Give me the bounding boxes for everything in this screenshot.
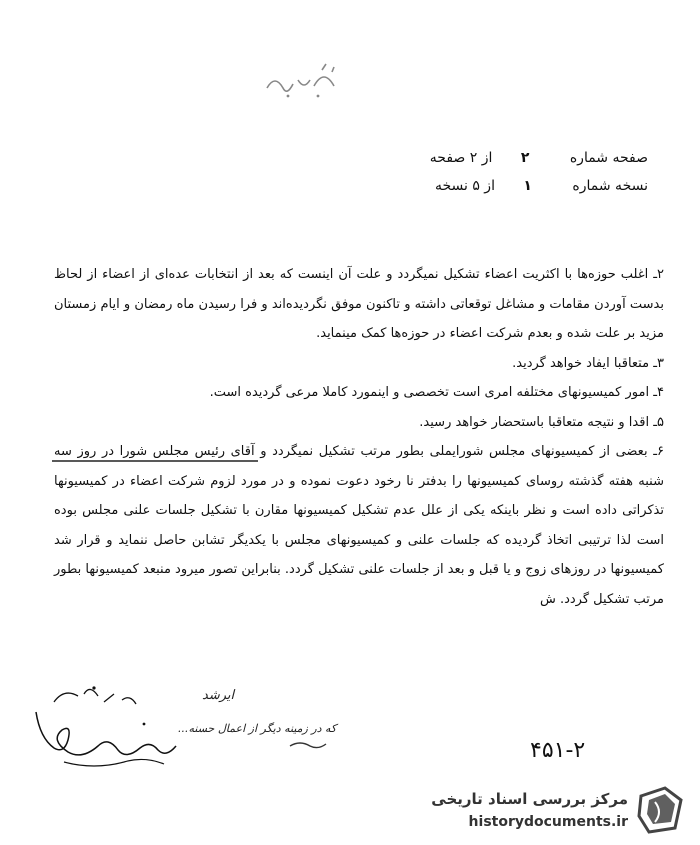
handwritten-underline bbox=[50, 458, 260, 464]
page-ref-number: ۲ bbox=[520, 150, 530, 166]
paragraph-5: ۵ـ اقدا و نتیجه متعاقبا باستحضار خواهد رسید. bbox=[419, 414, 664, 430]
watermark-org-name: مرکز بررسی اسناد تاریخی bbox=[431, 790, 628, 808]
page-reference bbox=[420, 150, 648, 166]
paragraph-4: ۴ـ امور کمیسیونهای مختلفه امری است تخصصی و اینمورد کاملا مرعی گردیده است. bbox=[209, 385, 664, 400]
document-number: ۴۵۱-۲ bbox=[530, 738, 586, 763]
page-ref-total: از ۲ صفحه bbox=[429, 150, 493, 166]
copy-ref-total: از ۵ نسخه bbox=[434, 178, 495, 194]
paragraph-6: ۶ـ بعضی از کمیسیونهای مجلس شورایملی بطور مرتب تشکیل نمیگردد و آقای رئیس مجلس شورا در روز سه شنبه هفته گذشته روسای کمیسیونها را بدفتر نا رخود دعوت نموده و در مورد لزوم شرکت اعضاء در کمیسیونها تذکراتی داده است و نظر باینکه یکی از علل عدم تشکیل کمیسیونها مقارن با تشکیل جلسات علنی مجلس بوده است لذا ترتیبی اتخاذ گردیده که جلسات علنی و کمیسیونهای مجلس با یکدیگر تشابن حاصل ننماید و قرار شد کمیسیونها در روزهای زوج و یا قبل و بعد از جلسات علنی تشکیل گردد. بنابراین تصور میرود منبعد کمیسیونها بطور مرتب تشکیل گردد. ش bbox=[54, 444, 664, 607]
signature-name: ایرشد bbox=[202, 688, 235, 703]
copy-ref-label: نسخه شماره bbox=[572, 178, 648, 194]
paragraph-3: ۳ـ متعاقبا ایفاد خواهد گردید. bbox=[512, 355, 664, 371]
header-stamp bbox=[262, 58, 342, 108]
pen-stroke bbox=[288, 738, 328, 750]
letter-body bbox=[54, 260, 664, 614]
copy-ref-number: ۱ bbox=[523, 178, 532, 194]
paragraph-2: ۲ـ اغلب حوزه‌ها با اکثریت اعضاء تشکیل نمیگردد و علت آن اینست که بعد از انتخابات عده‌ای از اعضاء از لحاظ بدست آوردن مقامات و مشاغل توقعاتی داشته و تاکنون موفق نگردیده‌اند و فرا رسیدن ماه رمضان و ایام زمستان مزید بر علت شده و بعدم شرکت اعضاء در حوزه‌ها کمک مینماید. bbox=[54, 267, 664, 341]
watermark-logo-icon bbox=[635, 786, 687, 834]
page-ref-label: صفحه شماره bbox=[569, 150, 648, 166]
watermark-url: historydocuments.ir bbox=[468, 814, 628, 830]
copy-reference bbox=[425, 178, 648, 194]
signature-caption: که در زمینه دیگر از اعمال حسنه... bbox=[178, 722, 337, 735]
